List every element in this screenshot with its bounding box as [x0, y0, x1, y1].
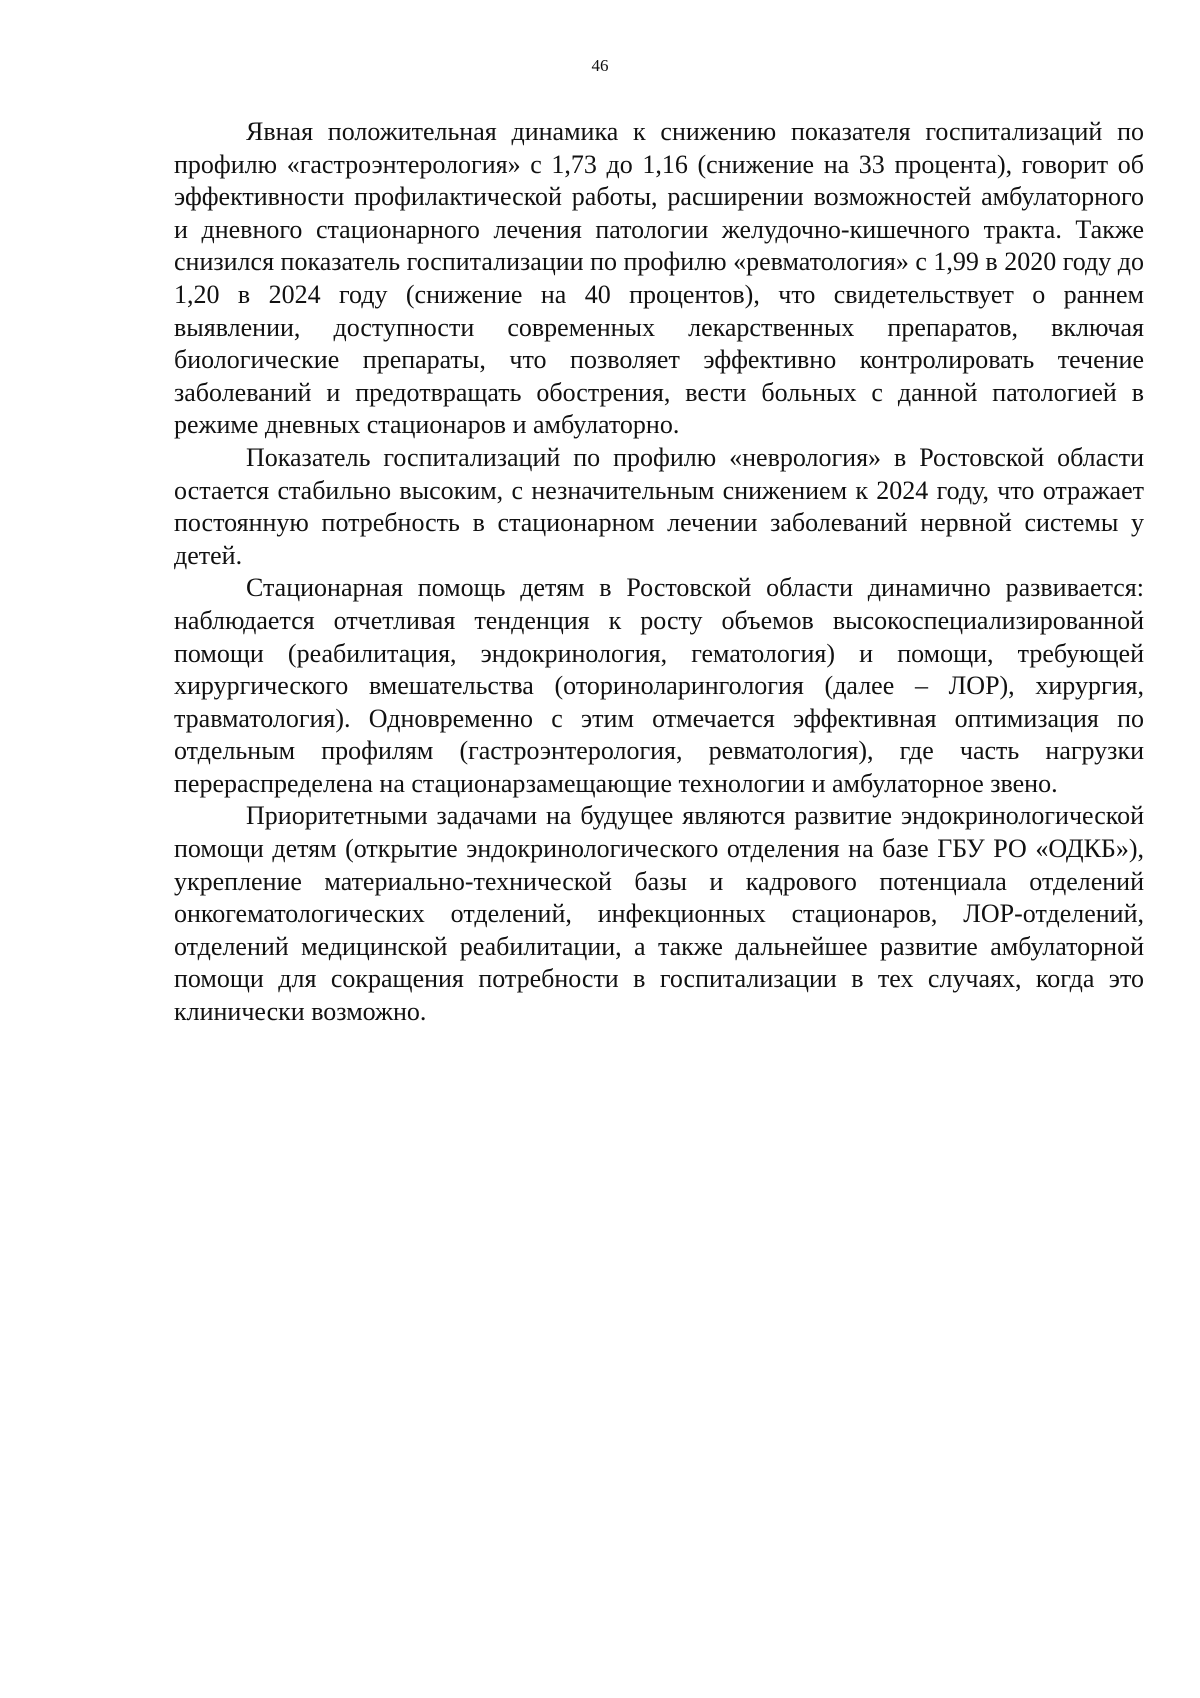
- paragraph-neurology: Показатель госпитализаций по профилю «неврология» в Ростовской области остается стабильно высоким, с незначительным снижением к 2024 году, что отражает постоянную потребность в стационарном лечении заболеваний нервной системы у детей.: [174, 442, 1144, 570]
- document-body: [174, 116, 1144, 1029]
- paragraph-priorities: Приоритетными задачами на будущее являются развитие эндокринологической помощи детям (открытие эндокринологического отделения на базе ГБУ РО «ОДКБ»), укрепление материально-технической базы и кадрового потенциала отделений онкогематологических отделений, инфекционных стационаров, ЛОР-отделений, отделений медицинской реабилитации, а также дальнейшее развитие амбулаторной помощи для сокращения потребности в госпитализации в тех случаях, когда это клинически возможно.: [174, 801, 1144, 1027]
- page-number: 46: [591, 56, 609, 75]
- paragraph-gastro-rheumatology: Явная положительная динамика к снижению показателя госпитализаций по профилю «гастроэнтерология» с 1,73 до 1,16 (снижение на 33 процента), говорит об эффективности профилактической работы, расширении возможностей амбулаторного и дневного стационарного лечения патологии желудочно-кишечного тракта. Также снизился показатель госпитализации по профилю «ревматология» с 1,99 в 2020 году до 1,20 в 2024 году (снижение на 40 процентов), что свидетельствует о раннем выявлении, доступности современных лекарственных препаратов, включая биологические препараты, что позволяет эффективно контролировать течение заболеваний и предотвращать обострения, вести больных с данной патологией в режиме дневных стационаров и амбулаторно.: [174, 117, 1144, 440]
- paragraph-inpatient-care: Стационарная помощь детям в Ростовской области динамично развивается: наблюдается отчетливая тенденция к росту объемов высокоспециализированной помощи (реабилитация, эндокринология, гематология) и помощи, требующей хирургического вмешательства (оториноларингология (далее – ЛОР), хирургия, травматология). Одновременно с этим отмечается эффективная оптимизация по отдельным профилям (гастроэнтерология, ревматология), где часть нагрузки перераспределена на стационарзамещающие технологии и амбулаторное звено.: [174, 573, 1144, 798]
